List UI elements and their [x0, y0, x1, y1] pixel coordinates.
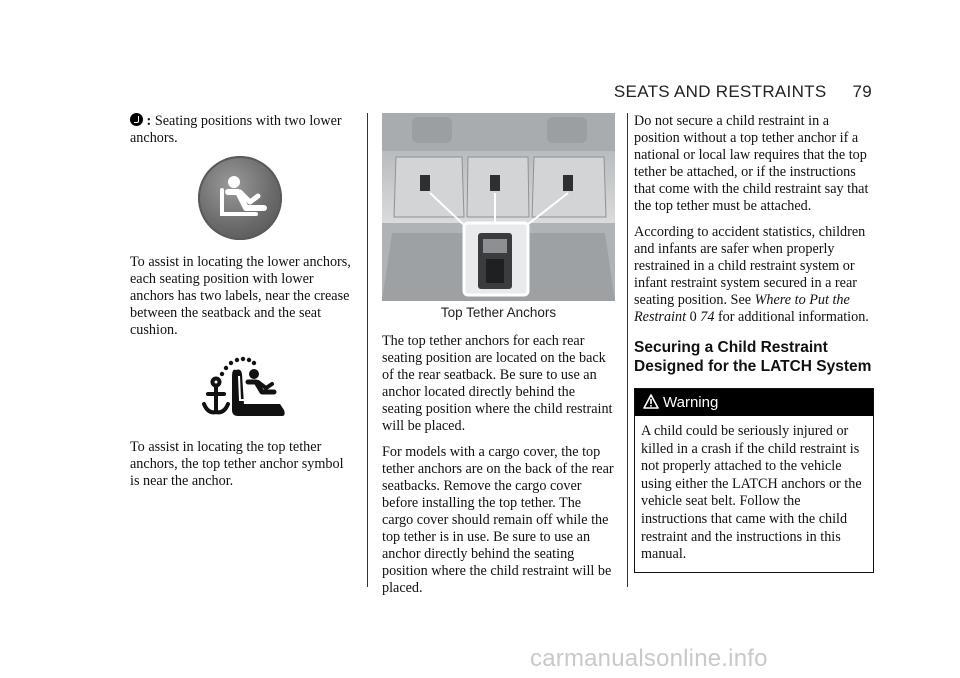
- page-number: 79: [852, 82, 872, 101]
- top-tether-symbol-paragraph: To assist in locating the top tether anchors, the top tether anchor symbol is near the anchor.: [130, 439, 344, 489]
- warning-header: [635, 389, 873, 416]
- page-header: [614, 82, 872, 102]
- column-3: [634, 113, 876, 573]
- section-title: SEATS AND RESTRAINTS: [613, 82, 827, 101]
- lower-anchor-badge-icon: [130, 113, 143, 126]
- column-1: [130, 113, 352, 499]
- paragraph-with-reference: According to accident statistics, children and infants are safer when properly restrained in a child restraint system or infant restraint system secured in a rear seating position. See Where to Put the Restraint 0 74 for additional information.: [634, 224, 869, 325]
- warning-box: [634, 388, 874, 573]
- cross-reference-link[interactable]: Where to Put the Restraint: [634, 292, 850, 325]
- figure-caption: Top Tether Anchors: [440, 305, 557, 320]
- lower-anchor-symbol-icon: [198, 156, 282, 240]
- top-tether-anchor-symbol-icon: [194, 348, 352, 425]
- lower-anchor-paragraph: To assist in locating the lower anchors, each seating position with lower anchors has two labels, near the crease between the seatback and the seat cushion.: [130, 254, 351, 338]
- paragraph: For models with a cargo cover, the top tether anchors are on the back of the rear seatbacks. Remove the cargo cover before installing the top tether. The cargo cover should remain off while the top tether is in use. Be sure to use an anchor directly behind the seating position where the child restraint will be placed.: [382, 444, 614, 596]
- column-divider: [367, 113, 368, 587]
- column-2: [382, 113, 615, 606]
- warning-triangle-icon: [643, 394, 659, 413]
- reference-page[interactable]: 74: [700, 309, 715, 325]
- top-tether-anchors-photo: [382, 113, 615, 301]
- section-heading: Securing a Child Restraint Designed for the LATCH System: [634, 339, 872, 375]
- column-divider: [627, 113, 628, 587]
- lower-anchor-label-para: : Seating positions with two lower anchors.: [130, 113, 342, 146]
- watermark: carmanualsonline.info: [530, 645, 768, 672]
- warning-title: Warning: [663, 394, 719, 411]
- paragraph: The top tether anchors for each rear seating position are located on the back of the rear seatback. Be sure to use an anchor located directly behind the seating position where the child restraint will be placed.: [382, 333, 613, 434]
- page-arrow-icon: 0: [689, 309, 697, 325]
- paragraph: Do not secure a child restraint in a position without a top tether anchor if a national or local law requires that the top tether be attached, or if the instructions that come with the child restraint say that the top tether must be attached.: [634, 113, 869, 214]
- warning-text: A child could be seriously injured or killed in a crash if the child restraint is not properly attached to the vehicle using either the LATCH anchors or the vehicle seat belt. Follow the instructions that came with the child restraint and the instructions in this manual.: [641, 423, 862, 563]
